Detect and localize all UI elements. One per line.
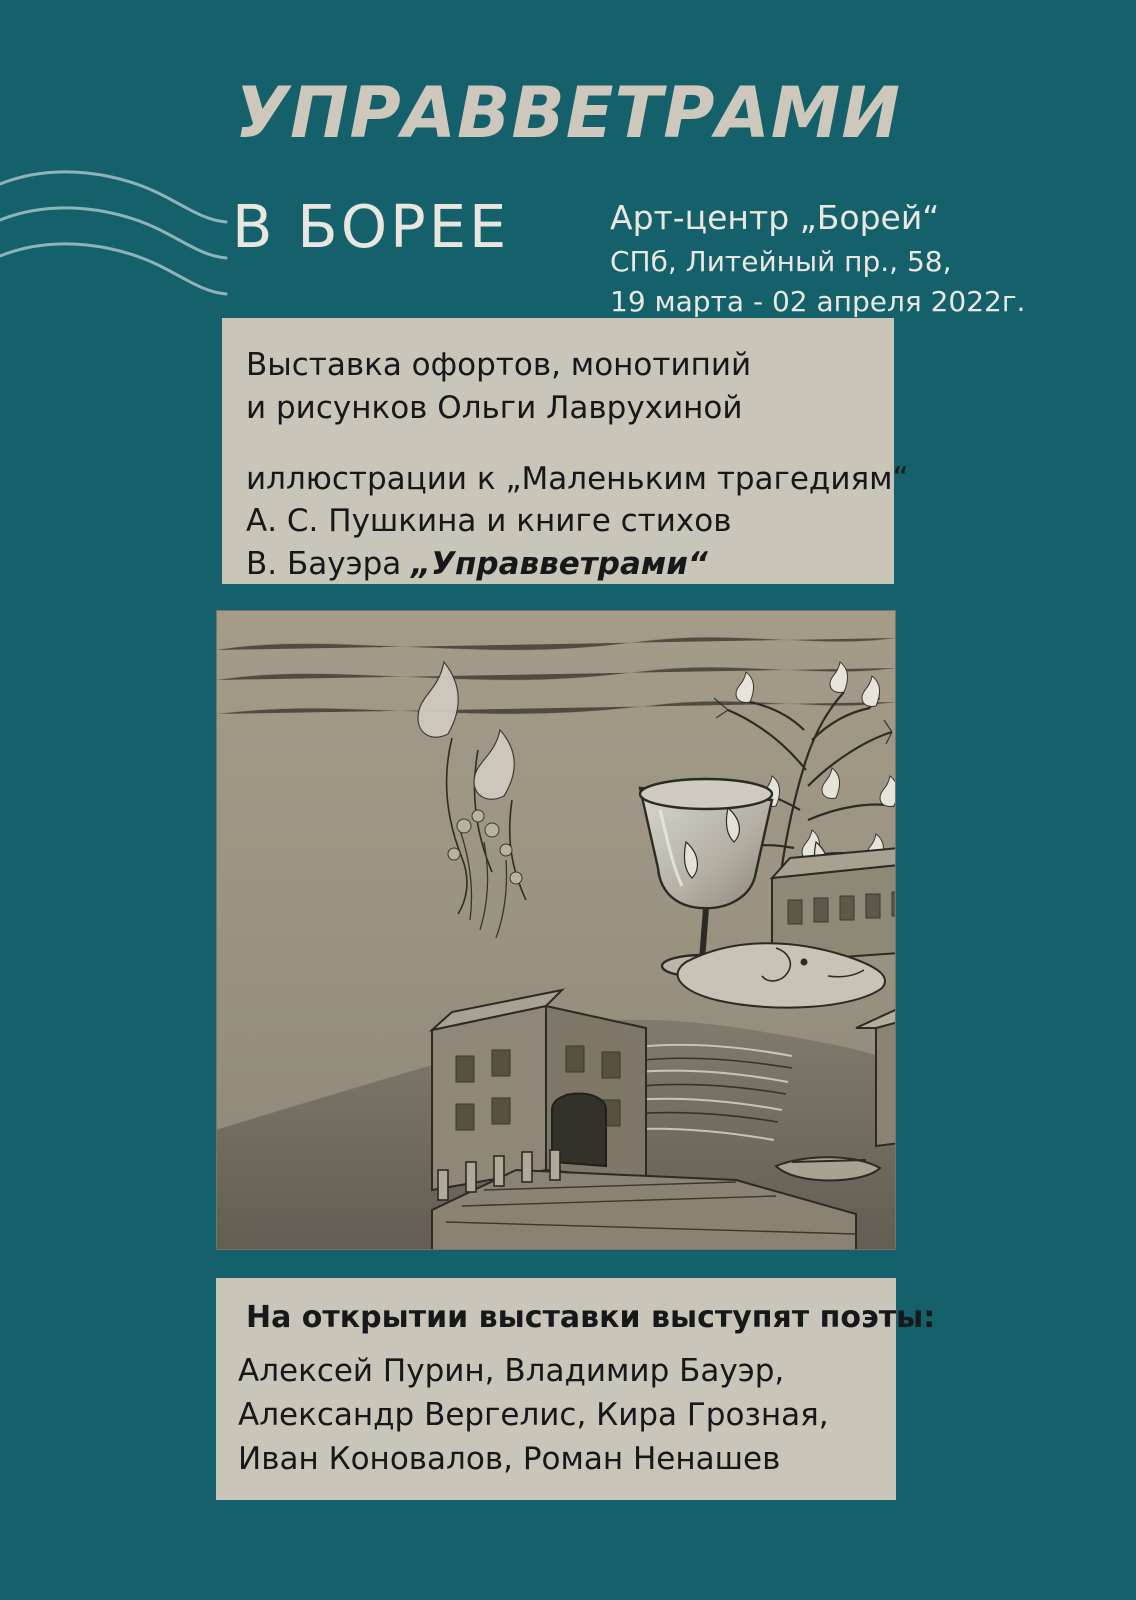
description-line-5-prefix: В. Бауэра [246,546,412,583]
artwork-image [216,610,896,1250]
description-line-5 [246,543,894,586]
venue-info [610,196,1025,320]
description-line-2: и рисунков Ольги Лаврухиной [246,389,743,426]
description-line-5-title: „Управветрами“ [411,546,708,583]
poets-heading: На открытии выставки выступят поэты: [246,1300,936,1335]
poets-line-3: Иван Коновалов, Роман Ненашев [238,1441,781,1478]
description-line-3: иллюстрации к „Маленьким трагедиям“ [246,460,909,497]
poets-line-1: Алексей Пурин, Владимир Бауэр, [238,1353,785,1389]
exhibition-dates: 19 марта - 02 апреля 2022г. [610,285,1026,319]
poets-panel [216,1278,936,1500]
poster-subtitle: В БОРЕЕ [232,192,510,261]
venue-name: Арт-центр „Борей“ [610,198,940,237]
venue-address: СПб, Литейный пр., 58, [610,244,952,278]
wind-lines-icon [0,168,230,298]
description-line-1: Выставка офортов, монотипий [246,347,752,383]
poets-line-2: Александр Вергелис, Кира Грозная, [238,1397,829,1434]
description-line-4: А. С. Пушкина и книге стихов [246,503,732,540]
description-panel [222,318,909,584]
poster-title: УПРАВВЕТРАМИ [234,72,902,154]
